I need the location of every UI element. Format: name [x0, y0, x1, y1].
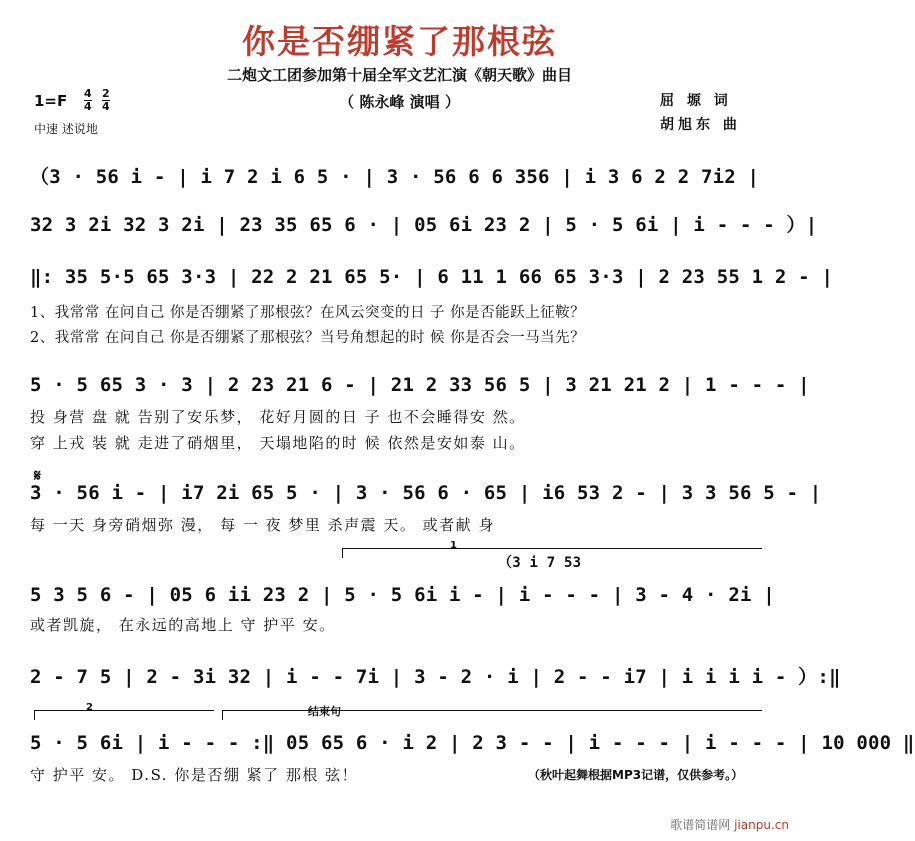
score-line-2: 32 3 2i 32 3 2i | 23 35 65 6 · | 05 6i 23 2 | 5 · 5 6i | i - - - ）|	[30, 214, 818, 236]
score-line-6: 5 3 5 6 - | 05 6 ii 23 2 | 5 · 5 6i i - | i - - - | 3 - 4 · 2i |	[30, 584, 775, 606]
singer-credit: （ 陈永峰 演唱 ）	[339, 93, 460, 111]
time-signature-4-4: 4 4	[84, 87, 92, 113]
score-line-1: （3 · 56 i - | i 7 2 i 6 5 · | 3 · 56 6 6 356 | i 3 6 2 2 7i2 |	[30, 166, 760, 188]
lyric-line-3-verse-2: 2、我常常 在问自己 你是否绷紧了那根弦？当号角想起的时 候 你是否会一马当先？	[30, 330, 586, 346]
second-ending-label: 2	[86, 702, 93, 713]
coda-label: 结束句	[308, 705, 341, 718]
score-line-7: 2 - 7 5 | 2 - 3i 32 | i - - 7i | 3 - 2 · i | 2 - - i7 | i i i i - ）:‖	[30, 666, 841, 688]
subtitle: 二炮文工团参加第十届全军文艺汇演《朝天歌》曲目	[226, 66, 572, 84]
second-ending-bracket	[34, 710, 214, 711]
score-line-4: 5 · 5 65 3 · 3 | 2 23 21 6 - | 21 2 33 56 5 | 3 21 21 2 | 1 - - - |	[30, 374, 810, 396]
score-line-6-alternate: （3 i 7 53	[498, 555, 582, 571]
lyric-line-8: 守 护平 安。 D.S. 你是否绷 紧了 那根 弦！	[30, 766, 359, 784]
coda-bracket-tick	[222, 710, 223, 720]
lyric-line-6: 或者凯旋， 在永远的高地上 守 护平 安。	[30, 616, 336, 634]
score-line-3: ‖: 35 5·5 65 3·3 | 22 2 21 65 5· | 6 11 1 66 65 3·3 | 2 23 55 1 2 - |	[30, 266, 834, 288]
tempo-marking: 中速 述说地	[34, 122, 98, 136]
first-ending-label: 1	[450, 540, 457, 551]
transcription-note: （秋叶起舞根据MP3记谱，仅供参考。）	[528, 768, 744, 782]
time-signature-2-4: 2 4	[102, 87, 110, 113]
second-ending-bracket-tick	[34, 710, 35, 720]
lyricist-credit: 屈 塬 词	[660, 93, 732, 109]
coda-bracket	[222, 710, 762, 711]
composer-credit: 胡旭东 曲	[660, 117, 741, 133]
first-ending-bracket	[342, 548, 762, 549]
lyric-line-5: 每 一天 身旁硝烟弥 漫， 每 一 夜 梦里 杀声震 天。 或者献 身	[30, 516, 495, 534]
key-signature: 1=F	[34, 92, 68, 110]
site-watermark: 歌谱简谱网 jianpu.cn	[670, 818, 789, 832]
lyric-line-4-verse-1: 投 身营 盘 就 告别了安乐梦， 花好月圆的日 子 也不会睡得安 然。	[30, 408, 526, 426]
page-title: 你是否绷紧了那根弦	[242, 22, 557, 61]
lyric-line-3-verse-1: 1、我常常 在问自己 你是否绷紧了那根弦？在风云突变的日 子 你是否能跃上征鞍？	[30, 305, 586, 321]
first-ending-bracket-tick	[342, 548, 343, 558]
lyric-line-4-verse-2: 穿 上戎 装 就 走进了硝烟里， 天塌地陷的时 候 依然是安如泰 山。	[30, 434, 526, 452]
score-line-8: 5 · 5 6i | i - - - :‖ 05 65 6 · i 2 | 2 3 - - | i - - - | i - - - | 10 000 ‖	[30, 732, 915, 754]
score-line-5: 3 · 56 i - | i7 2i 65 5 · | 3 · 56 6 · 65 | i6 53 2 - | 3 3 56 5 - |	[30, 482, 822, 504]
segno-mark: 𝄋	[34, 466, 41, 485]
